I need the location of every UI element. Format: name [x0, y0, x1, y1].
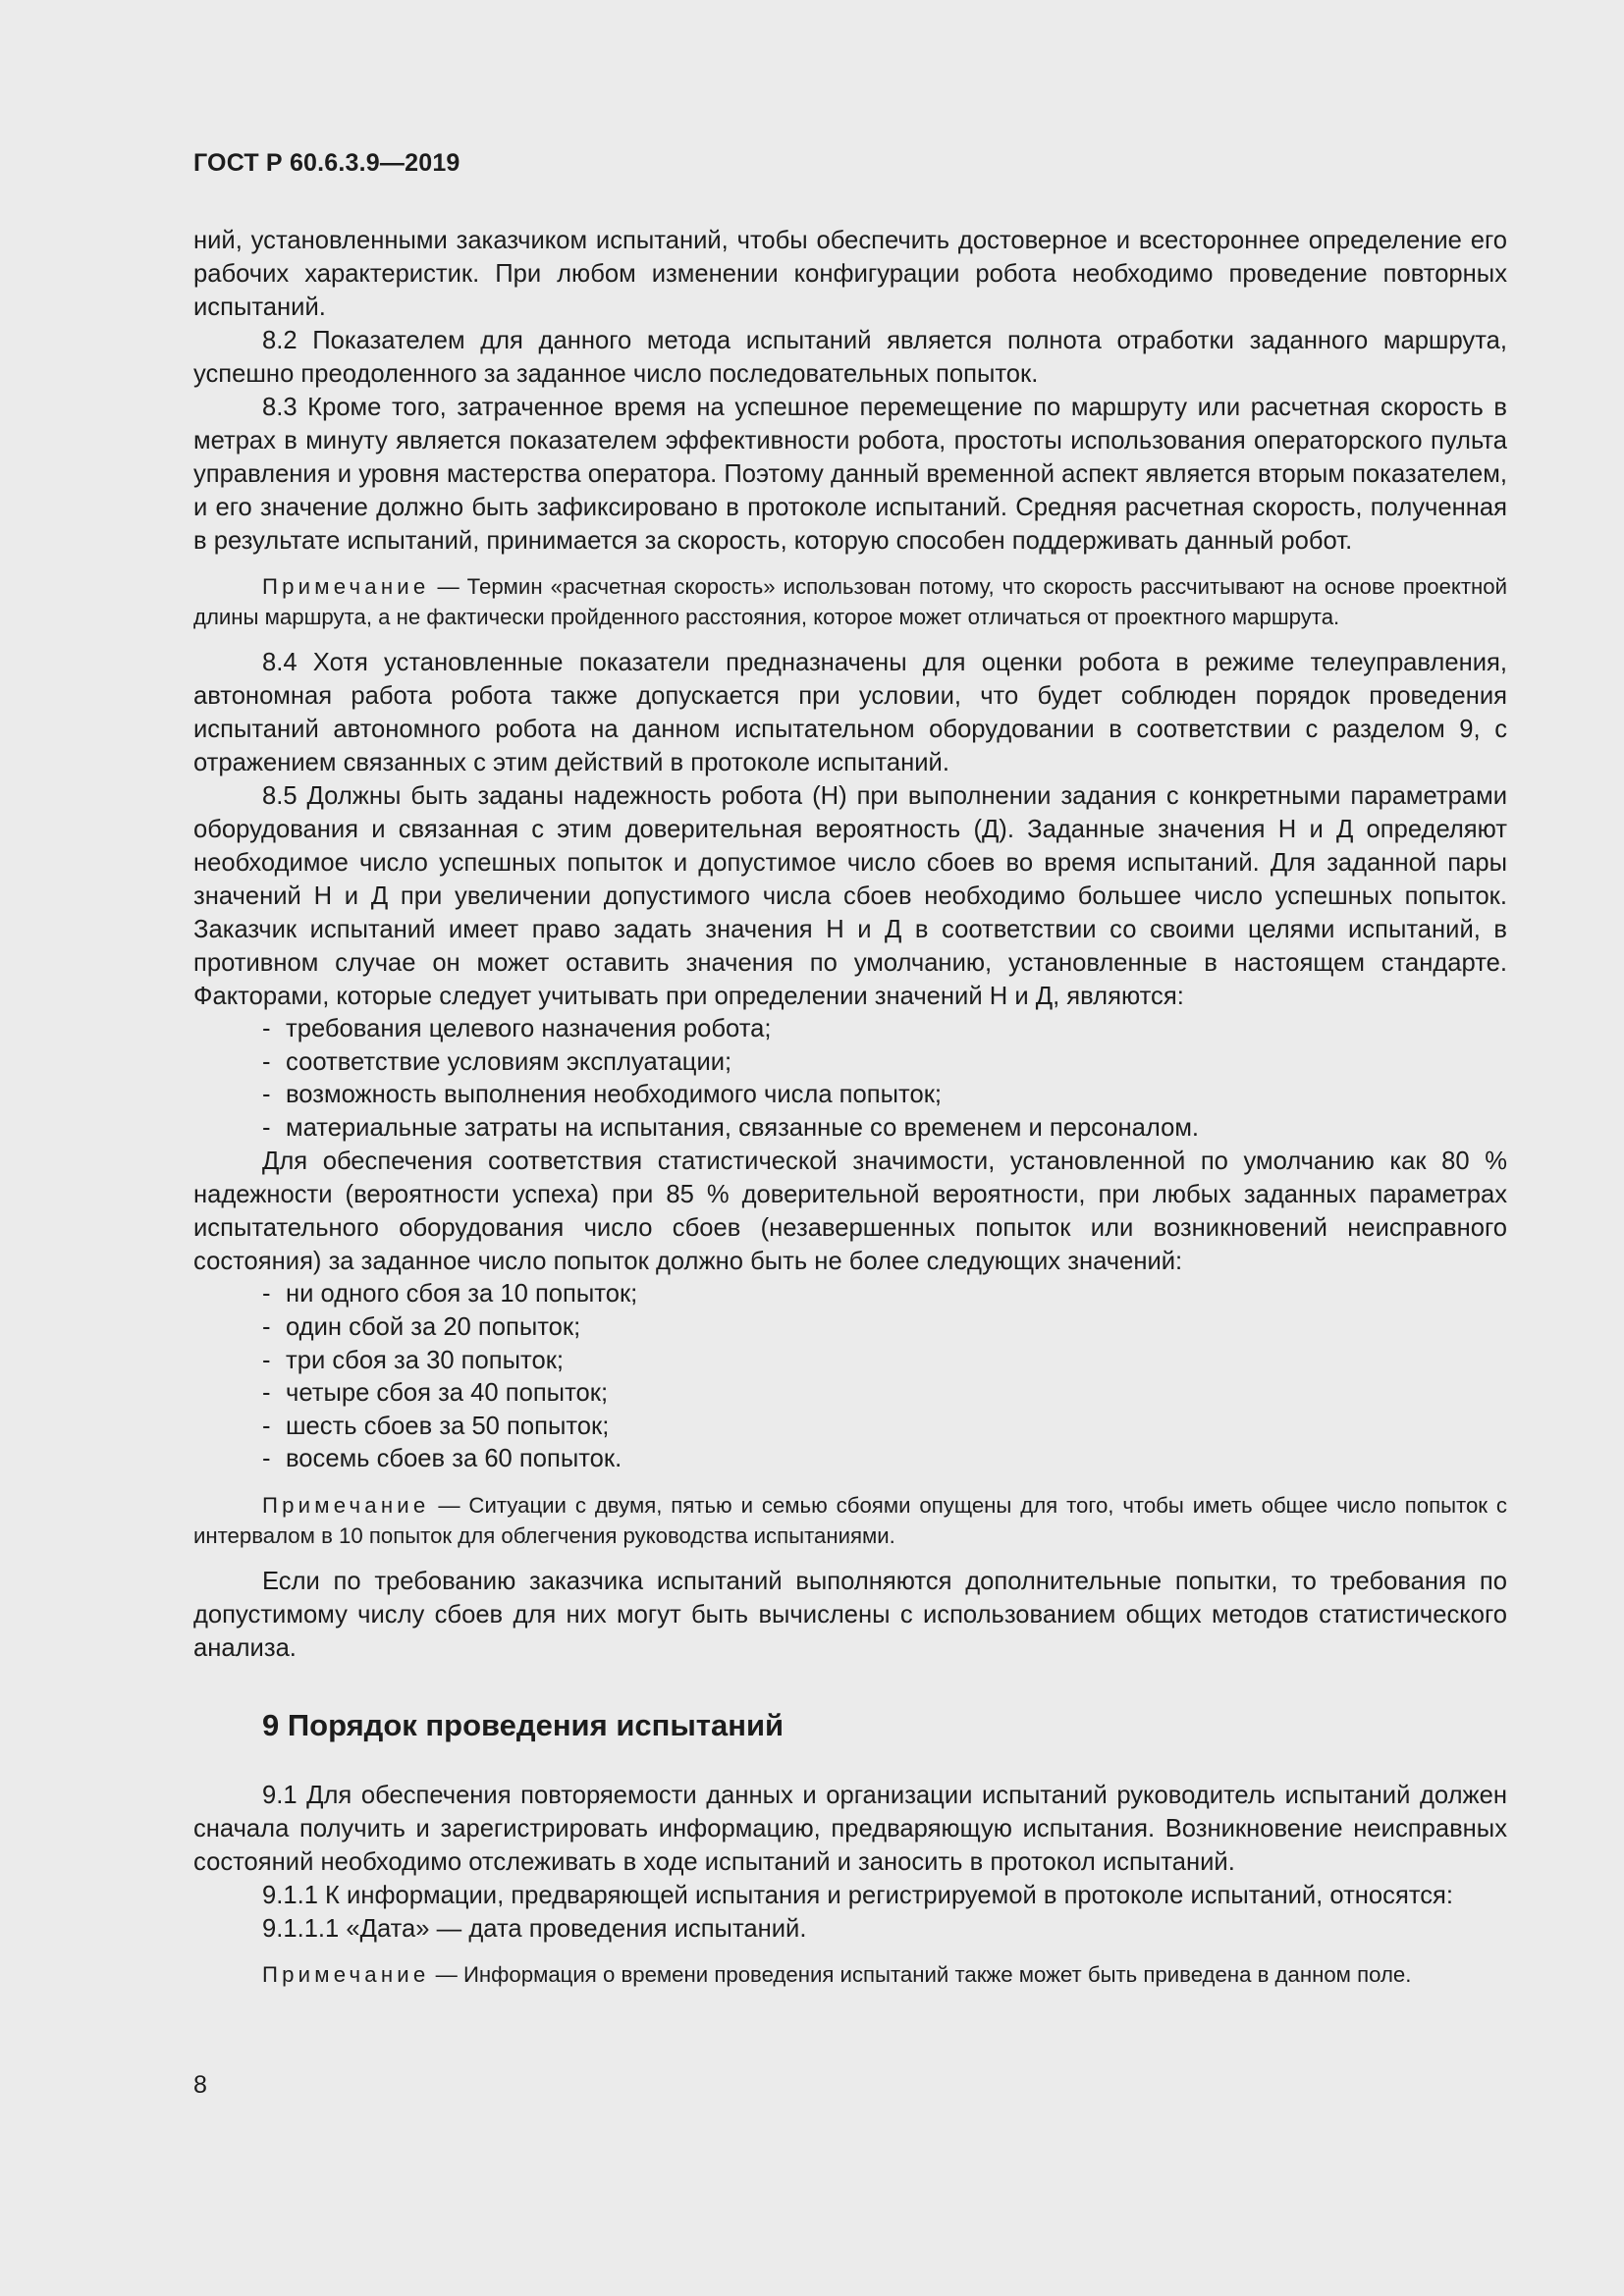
- document-header: ГОСТ Р 60.6.3.9—2019: [193, 149, 460, 177]
- paragraph-8-3: 8.3 Кроме того, затраченное время на успешное перемещение по маршруту или расчетная скорость в метрах в минуту является показателем эффективности робота, простоты использования операторского пульта управления и уровня мастерства оператора. Поэтому данный временной аспект является вторым показателем, и его значение должно быть зафиксировано в протоколе испытаний. Средняя расчетная скорость, полученная в результате испытаний, принимается за скорость, которую способен поддерживать данный робот.: [193, 394, 1507, 555]
- paragraph-9-1-1: 9.1.1 К информации, предваряющей испытания и регистрируемой в протоколе испытаний, относятся:: [262, 1881, 1454, 1909]
- paragraph-8-4: 8.4 Хотя установленные показатели предназначены для оценки робота в режиме телеуправления, автономная работа робота также допускается при условии, что будет соблюден порядок проведения испытаний автономного робота на данном испытательном оборудовании в соответствии с разделом 9, с отражением связанных с этим действий в протоколе испытаний.: [193, 649, 1507, 776]
- paragraph-8-5: 8.5 Должны быть заданы надежность робота (Н) при выполнении задания с конкретными параметрами оборудования и связанная с этим доверительная вероятность (Д). Заданные значения Н и Д определяют необходимое число успешных попыток и допустимое число сбоев во время испытаний. Для заданной пары значений Н и Д при увеличении допустимого числа сбоев необходимо большее число успешных попыток. Заказчик испытаний имеет право задать значения Н и Д в соответствии со своими целями испытаний, в противном случае он может оставить значения по умолчанию, установленные в настоящем стандарте. Факторами, которые следует учитывать при определении значений Н и Д, являются:: [193, 782, 1507, 1010]
- list-item: - один сбой за 20 попыток;: [193, 1311, 1507, 1345]
- paragraph-continuation: ний, установленными заказчиком испытаний, чтобы обеспечить достоверное и всестороннее определение его рабочих характеристик. При любом изменении конфигурации робота необходимо проведение повторных испытаний.: [193, 227, 1507, 321]
- dash-marker: -: [262, 1047, 271, 1076]
- paragraph-9-1-1-1: 9.1.1.1 «Дата» — дата проведения испытаний.: [262, 1914, 807, 1943]
- note-text: — Информация о времени проведения испытаний также может быть приведена в данном поле.: [429, 1961, 1412, 1987]
- dash-marker: -: [262, 1412, 271, 1440]
- factors-list: [193, 1013, 1507, 1145]
- paragraph-extra-attempts: Если по требованию заказчика испытаний выполняются дополнительные попытки, то требования по допустимому числу сбоев для них могут быть вычислены с использованием общих методов статистического анализа.: [193, 1567, 1507, 1662]
- dash-marker: -: [262, 1312, 271, 1341]
- dash-marker: -: [262, 1015, 271, 1042]
- section-9-title: 9 Порядок проведения испытаний: [262, 1707, 785, 1742]
- paragraph-statistics: Для обеспечения соответствия статистической значимости, установленной по умолчанию как 80 % надежности (вероятности успеха) при 85 % доверительной вероятности, при любых заданных параметрах испытательного оборудования число сбоев (незавершенных попыток или возникновений неисправного состояния) за заданное число попыток должно быть не более следующих значений:: [193, 1148, 1507, 1276]
- note-2: [193, 1490, 1507, 1551]
- document-body: [193, 224, 1507, 2003]
- dash-marker: -: [262, 1379, 271, 1408]
- list-item: - требования целевого назначения робота;: [193, 1013, 1507, 1046]
- paragraph-9-1: 9.1 Для обеспечения повторяемости данных и организации испытаний руководитель испытаний должен сначала получить и зарегистрировать информацию, предваряющую испытания. Возникновение неисправных состояний необходимо отслеживать в ходе испытаний и заносить в протокол испытаний.: [193, 1781, 1507, 1876]
- note-text: — Ситуации с двумя, пятью и семью сбоями опущены для того, чтобы иметь общее число попыток с интервалом в 10 попыток для облегчения руководства испытаниями.: [193, 1492, 1507, 1548]
- dash-marker: -: [262, 1280, 271, 1308]
- note-label: Примечание: [262, 574, 430, 599]
- list-item: - соответствие условиям эксплуатации;: [193, 1046, 1507, 1080]
- page-number: 8: [193, 2071, 207, 2099]
- note-text: — Термин «расчетная скорость» использован потому, что скорость рассчитывают на основе проектной длины маршрута, а не фактически пройденного расстояния, которое может отличаться от проектного маршрута.: [193, 574, 1507, 629]
- note-label: Примечание: [262, 1961, 430, 1987]
- dash-marker: -: [262, 1081, 271, 1109]
- note-3: [193, 1959, 1507, 1990]
- list-item: - шесть сбоев за 50 попыток;: [193, 1411, 1507, 1444]
- note-label: Примечание: [262, 1492, 430, 1518]
- list-item: - четыре сбоя за 40 попыток;: [193, 1377, 1507, 1411]
- dash-marker: -: [262, 1346, 271, 1374]
- note-1: [193, 571, 1507, 632]
- failures-list: [193, 1278, 1507, 1476]
- paragraph-8-2: 8.2 Показателем для данного метода испытаний является полнота отработки заданного маршрута, успешно преодоленного за заданное число последовательных попыток.: [193, 327, 1507, 388]
- dash-marker: -: [262, 1445, 271, 1473]
- list-item: - ни одного сбоя за 10 попыток;: [193, 1278, 1507, 1311]
- list-item: - три сбоя за 30 попыток;: [193, 1345, 1507, 1378]
- dash-marker: -: [262, 1113, 271, 1142]
- list-item: - возможность выполнения необходимого числа попыток;: [193, 1079, 1507, 1112]
- list-item: - материальные затраты на испытания, связанные со временем и персоналом.: [193, 1112, 1507, 1146]
- list-item: - восемь сбоев за 60 попыток.: [193, 1443, 1507, 1476]
